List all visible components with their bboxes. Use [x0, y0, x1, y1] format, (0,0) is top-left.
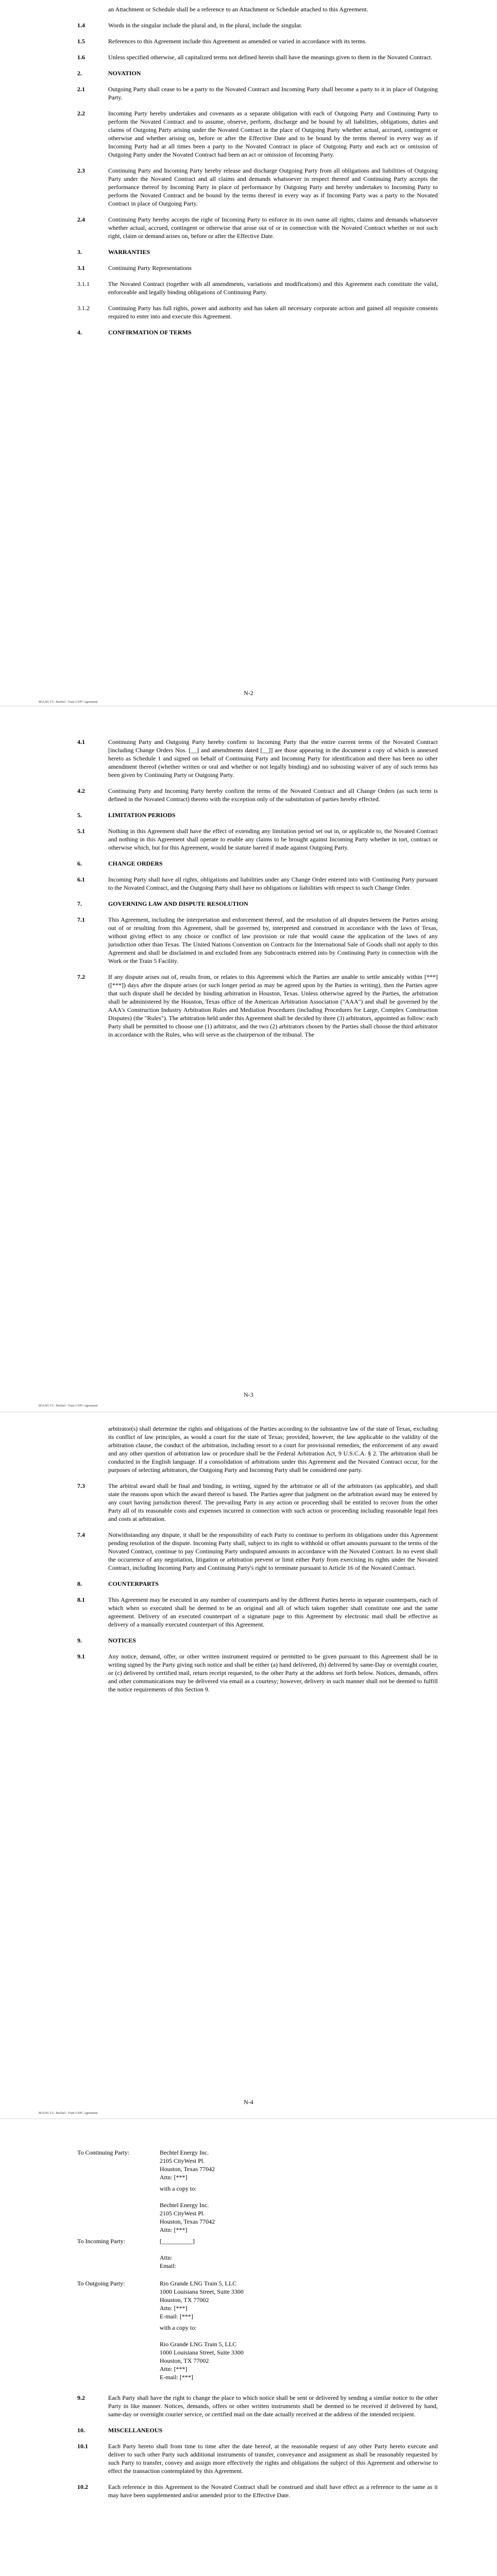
clause-number: 8.: [77, 1580, 82, 1587]
section-title: CHANGE ORDERS: [108, 860, 163, 867]
clause-number: 2.1: [77, 86, 85, 93]
address-line: 2105 CityWest Pl.: [160, 2210, 205, 2217]
clause-number: 10.: [77, 2427, 85, 2434]
address-line: E-mail: [***]: [160, 2374, 193, 2381]
clause: [77, 2442, 438, 2475]
clause-number: 6.1: [77, 876, 85, 883]
clause: [77, 264, 438, 272]
clause: [77, 5, 438, 13]
address-line: Houston, TX 77002: [160, 2357, 209, 2364]
clause-text: Each reference in this Agreement to the Novated Contract shall be construed and shall have effect as a reference to the same as it may have been supplemented and/or amended prior to the Effective Date.: [108, 2483, 438, 2499]
section-title: NOTICES: [108, 1637, 136, 1644]
section-title: GOVERNING LAW AND DISPUTE RESOLUTION: [108, 900, 248, 907]
clause-text: Words in the singular include the plural and, in the plural, include the singular.: [108, 22, 302, 29]
section-heading: [77, 1580, 438, 1588]
page-1-content: [77, 5, 438, 344]
clause: [77, 787, 438, 803]
clause-number: 7.: [77, 900, 82, 907]
clause-number: 9.1: [77, 1653, 85, 1660]
page-number: N-2: [244, 689, 253, 697]
clause: [77, 2483, 438, 2499]
page-2-content: [77, 738, 438, 1046]
page-4: [0, 2120, 497, 2576]
section-heading: [77, 2426, 438, 2434]
clause-text: an Attachment or Schedule shall be a reference to an Attachment or Schedule attached to this Agreement.: [108, 6, 368, 13]
section-title: NOVATION: [108, 70, 141, 77]
clause-text: Continuing Party and Outgoing Party hereby confirm to Incoming Party that the entire current terms of the Novated Contract [including Change Orders Nos. [__] and amendments dated [__]] are those appearing in the document a copy of which is annexed hereto as Schedule 1 and signed on behalf of Continuing Party and Incoming Party for identification and there has been no other amendment thereof (whether written or oral and whether or not legally binding) and no subsisting waiver of any of such terms has been given by Continuing Party or Outgoing Party.: [108, 738, 438, 778]
clause-number: 7.2: [77, 973, 85, 980]
clause: [77, 280, 438, 296]
clause-number: 3.1.2: [77, 304, 90, 312]
clause-text: References to this Agreement include this Agreement as amended or varied in accordance with its terms.: [108, 38, 367, 45]
clause-number: 3.1: [77, 264, 85, 272]
clause-number: 7.3: [77, 1482, 85, 1489]
clause-number: 3.1.1: [77, 280, 90, 287]
clause-text: Incoming Party shall have all rights, obligations and liabilities under any Change Order entered into with Continuing Party pursuant to the Novated Contract, and the Outgoing Party shall have no obligations or liabilities with respect to such Change Order.: [108, 876, 438, 891]
section-title: LIMITATION PERIODS: [108, 811, 176, 819]
clause: [77, 109, 438, 159]
clause-text: Continuing Party has full rights, power and authority and has taken all necessary corporate action and gained all requisite consents required to enter into and execute this Agreement.: [108, 304, 438, 320]
section-heading: [77, 1636, 438, 1645]
clause-number: 2.2: [77, 110, 85, 117]
page-3: [0, 1414, 497, 2117]
section-heading: [77, 811, 438, 819]
section-heading: [77, 900, 438, 908]
clause-number: 2.: [77, 70, 82, 77]
address-line: Rio Grande LNG Train 5, LLC: [160, 2280, 237, 2287]
address-line: E-mail: [***]: [160, 2313, 193, 2320]
clause-number: 6.: [77, 860, 82, 867]
clause-text: Incoming Party hereby undertakes and covenants as a separate obligation with each of Outgoing Party and Continuing Party to perform the Novated Contract and to assume, observe, perform, discharge and be bound by all liabilities, obligations, duties and claims of Outgoing Party arising under the Novated Contract in the place of Outgoing Party whether actual, accrued, contingent or otherwise and whether arising on, before or after the Effective Date and to be bound by the terms thereof in every way as if Incoming Party had at all times been a party to the Novated Contract in place of Outgoing Party and each act or omission of Outgoing Party under the Novated Contract had been an act or omission of Incoming Party.: [108, 110, 438, 158]
notice-label: To Incoming Party:: [77, 2238, 126, 2245]
clause-number: 10.1: [77, 2443, 88, 2450]
clause: [77, 1531, 438, 1572]
clause-number: 1.4: [77, 22, 85, 29]
clause: [77, 1425, 438, 1474]
clause-text: Each Party hereto shall from time to time after the date hereof, at the reasonable request of any other Party hereto execute and deliver to such other Party such additional instruments of transfer, conveyance and assignment as shall be reasonably requested by such Party to transfer, convey and assign more effectively the rights and obligations the subject of this Agreement and otherwise to effect the transaction contemplated by this Agreement.: [108, 2443, 438, 2475]
clause-text: Continuing Party and Incoming Party hereby release and discharge Outgoing Party from all obligations and liabilities of Outgoing Party under the Novated Contract and all claims and demands whatsoever in respect thereof and Continuing Party accepts the performance thereof by Incoming Party in place of performance by Outgoing Party and hereby undertakes to Incoming Party to perform the Novated Contract and be bound by the terms thereof in every way as if Incoming Party was a party to the Novated Contract in place of Outgoing Party.: [108, 167, 438, 207]
clause-text: The Novated Contract (together with all amendments, variations and modifications) and this Agreement each constitute the valid, enforceable and legally binding obligations of Continuing Party.: [108, 280, 438, 296]
clause: [77, 85, 438, 101]
clause-text: If any dispute arises out of, results from, or relates to this Agreement which the Parties are unable to settle amicably within [***] ([***]) days after the dispute arises (or such longer period as may be agreed upon by the Parties in writing), then the Parties agree that such dispute shall be decided by binding arbitration in Houston, Texas. Unless otherwise agreed by the Parties, the arbitration shall be administered by the Houston, Texas office of the American Arbitration Association ("AAA") and shall be governed by the AAA's Construction Industry Arbitration Rules and Mediation Procedures (including Procedures for Large, Complex Construction Disputes) (the "Rules"). The arbitration held under this Agreement shall be decided by three (3) arbitrators, appointed as follow: each Party shall be permitted to choose one (1) arbitrator, and the two (2) arbitrators chosen by the Parties shall choose the third arbitrator in accordance with the Rules, who will serve as the chairperson of the tribunal. The: [108, 973, 438, 1038]
notice-address: [160, 2201, 215, 2234]
clause-text: This Agreement may be executed in any number of counterparts and by the different Parties hereto in separate counterparts, each of which when so executed shall be deemed to be an original and all of which taken together shall constitute one and the same agreement. Delivery of an executed counterpart of a signature page to this Agreement by electronic mail shall be effective as delivery of a manually executed counterpart of this Agreement.: [108, 1596, 438, 1628]
footer-doc-title: BGLNG T3 - Bechtel - Train 5 EPC Agreement: [39, 2112, 98, 2115]
clause-text: Any notice, demand, offer, or other written instrument required or permitted to be given pursuant to this Agreement shall be in writing signed by the Party giving such notice and shall be either (a) hand delivered, (b) delivered by same-Day or overnight courier, or (c) delivered by certified mail, return receipt requested, to the other Party at the address set forth below. Notices, demands, offers and other communications may be delivered via email as a courtesy; however, delivery in such manner shall not be deemed to fulfill the notice requirements of this Section 9.: [108, 1653, 438, 1693]
clause-number: 4.1: [77, 738, 85, 745]
address-line: [__________]: [160, 2238, 195, 2245]
notices-block: [77, 2148, 438, 2507]
clause-number: [77, 1425, 108, 1474]
notice-label: To Continuing Party:: [77, 2149, 130, 2156]
clause: [77, 1596, 438, 1629]
section-title: COUNTERPARTS: [108, 1580, 159, 1587]
notice-label: To Outgoing Party:: [77, 2280, 125, 2287]
section-title: MISCELLANEOUS: [108, 2427, 163, 2434]
section-title: WARRANTIES: [108, 248, 150, 256]
page-number: N-3: [244, 1391, 253, 1398]
section-heading: [77, 69, 438, 77]
clause: [77, 37, 438, 45]
notice-address: [160, 2340, 244, 2381]
clause: [77, 2394, 438, 2418]
address-line: Attn:: [160, 2254, 173, 2261]
clause: [77, 875, 438, 892]
section-heading: [77, 328, 438, 336]
clause-number: 9.2: [77, 2394, 85, 2401]
clause-number: 2.4: [77, 216, 85, 223]
clause-text: Outgoing Party shall cease to be a party to the Novated Contract and Incoming Party shall become a party to it in place of Outgoing Party.: [108, 86, 438, 101]
copy-label: with a copy to:: [160, 2324, 197, 2331]
clause: [77, 166, 438, 208]
clause-number: 3.: [77, 248, 82, 256]
address-line: 1000 Louisiana Street, Suite 3300: [160, 2349, 244, 2356]
address-line: Attn: [***]: [160, 2226, 187, 2233]
notice-address: [160, 2237, 195, 2270]
clause-number: 4.2: [77, 787, 85, 794]
clause-number: 5.1: [77, 827, 85, 835]
address-line: Attn: [***]: [160, 2174, 187, 2181]
clause-text: Continuing Party hereby accepts the right of Incoming Party to enforce in its own name all rights, claims and demands whatsoever whether actual, accrued, contingent or otherwise that arose out of or in connection with the Novated Contract whether or not such right, claim or demand arises on, before or after the Effective Date.: [108, 216, 438, 240]
copy-label: with a copy to:: [160, 2185, 197, 2192]
address-line: Rio Grande LNG Train 5, LLC: [160, 2341, 237, 2348]
clause: [77, 53, 438, 61]
clause: [77, 304, 438, 320]
clause-text: Continuing Party Representations: [108, 264, 192, 272]
section-title: CONFIRMATION OF TERMS: [108, 329, 192, 336]
address-line: Attn: [***]: [160, 2304, 187, 2312]
clause-text: Unless specified otherwise, all capitalized terms not defined herein shall have the meanings given to them in the Novated Contract.: [108, 54, 433, 61]
clause-number: 10.2: [77, 2483, 88, 2490]
clause-number: 2.3: [77, 167, 85, 174]
clause: [77, 21, 438, 29]
clause: [77, 827, 438, 852]
clause-number: 8.1: [77, 1596, 85, 1603]
page-2: [0, 707, 497, 1410]
clause-text: arbitrator(s) shall determine the rights and obligations of the Parties according to the substantive law of the state of Texas, excluding its conflict of law principles, as would a court for the state of Texas; provided, however, the law applicable to the validity of the arbitration clause, the conduct of the arbitration, including resort to a court for provisional remedies, the enforcement of any award and any other question of arbitration law or procedure shall be the Federal Arbitration Act, 9 U.S.C.A. § 2. The arbitration shall be conducted in the English language. If a consolidation of arbitrations under this Agreement and the Novated Contract occur, for the purposes of selecting arbitrators, the Outgoing Party and Incoming Party shall be considered one party.: [108, 1425, 438, 1473]
address-line: Attn: [***]: [160, 2365, 187, 2372]
clause-text: Nothing in this Agreement shall have the effect of extending any limitation period set out in, or applicable to, the Novated Contract and nothing in this Agreement shall operate to enable any claims to be brought against Incoming Party whether in tort, contract or otherwise which, but for this Agreement, would be statute barred if made against Outgoing Party.: [108, 827, 438, 851]
clause-number: 5.: [77, 811, 82, 819]
page-number: N-4: [244, 2098, 253, 2106]
address-line: 1000 Louisiana Street, Suite 3300: [160, 2288, 244, 2295]
page-3-content: [77, 1425, 438, 1701]
clause-number: 7.1: [77, 916, 85, 923]
notice-address: [160, 2279, 244, 2320]
notice-continuing-copy: [77, 2184, 438, 2234]
clause-text: Continuing Party and Incoming Party hereby confirm the terms of the Novated Contract and all Change Orders (as such term is defined in the Novated Contract) thereto with the exception only of the substitution of parties hereby effected.: [108, 787, 438, 803]
notice-outgoing: [77, 2279, 438, 2320]
section-heading: [77, 248, 438, 256]
clause-number: 1.6: [77, 54, 85, 61]
clause: [77, 738, 438, 779]
clause: [77, 973, 438, 1039]
clause: [77, 1482, 438, 1523]
address-line: Bechtel Energy Inc.: [160, 2201, 209, 2209]
clause-number: 1.5: [77, 38, 85, 45]
address-line: Houston, TX 77002: [160, 2296, 209, 2303]
footer-doc-title: BGLNG T3 - Bechtel - Train 5 EPC Agreement: [39, 701, 98, 704]
notice-incoming: [77, 2237, 438, 2270]
notice-address: [160, 2148, 215, 2181]
address-line: [160, 2245, 195, 2253]
clause-text: This Agreement, including the interpretation and enforcement thereof, and the resolution of all disputes between the Parties arising out of or resulting from this Agreement, shall be governed by, interpreted and construed in accordance with the laws of Texas, without giving effect to any choice or conflict of law provision or rule that would cause the application of the laws of any jurisdiction other than Texas. The United Nations Convention on Contracts for the International Sale of Goods shall not apply to this Agreement and shall be disclaimed in and excluded from any Subcontracts entered into by Continuing Party in connection with the Work or the Train 5 Facility.: [108, 916, 438, 964]
address-line: Bechtel Energy Inc.: [160, 2149, 209, 2156]
address-line: Houston, Texas 77042: [160, 2218, 215, 2225]
clause-text: Each Party shall have the right to change the place to which notice shall be sent or delivered by sending a similar notice to the other Party in like manner. Notices, demands, offers or other written instruments shall be deemed to be received if delivered by hand, same-day or overnight courier service, or certified mail on the date actually received at the address of the intended recipient.: [108, 2394, 438, 2418]
notice-continuing: [77, 2148, 438, 2181]
page-4-paragraphs: [77, 2394, 438, 2499]
clause-number: 7.4: [77, 1531, 85, 1538]
page-1: [0, 0, 497, 703]
address-line: 2105 CityWest Pl.: [160, 2157, 205, 2164]
address-line: Houston, Texas 77042: [160, 2165, 215, 2173]
clause-number: 4.: [77, 329, 82, 336]
clause: [77, 916, 438, 965]
clause: [77, 215, 438, 240]
clause-text: Notwithstanding any dispute, it shall be the responsibility of each Party to continue to perform its obligations under this Agreement pending resolution of the dispute. Incoming Party shall, subject to its right to withhold or offset amounts pursuant to the terms of the Novated Contract, continue to pay Continuing Party undisputed amounts in accordance with the Novated Contract. In no event shall the occurrence of any negotiation, litigation or arbitration prevent or limit either Party from exercising its rights under the Novated Contract, including Incoming Party and Continuing Party's right to terminate pursuant to Article 16 of the Novated Contract.: [108, 1531, 438, 1571]
clause-number: 9.: [77, 1637, 82, 1644]
footer-doc-title: BGLNG T3 - Bechtel - Train 5 EPC Agreement: [39, 1404, 98, 1408]
clause-text: The arbitral award shall be final and binding, in writing, signed by the arbitrator or all of the arbitrators (as applicable), and shall state the reasons upon which the award thereof is based. The Parties agree that judgment on the arbitration award may be entered by any court having jurisdiction thereof. The prevailing Party in any action or proceeding shall be entitled to recover from the other Party all of its reasonable costs and expenses incurred in connection with such action or proceeding including reasonable legal fees and costs at arbitration.: [108, 1482, 438, 1522]
clause: [77, 1652, 438, 1693]
notice-outgoing-copy: [77, 2324, 438, 2381]
section-heading: [77, 859, 438, 868]
address-line: Email:: [160, 2262, 176, 2269]
clause-number: [77, 5, 108, 13]
